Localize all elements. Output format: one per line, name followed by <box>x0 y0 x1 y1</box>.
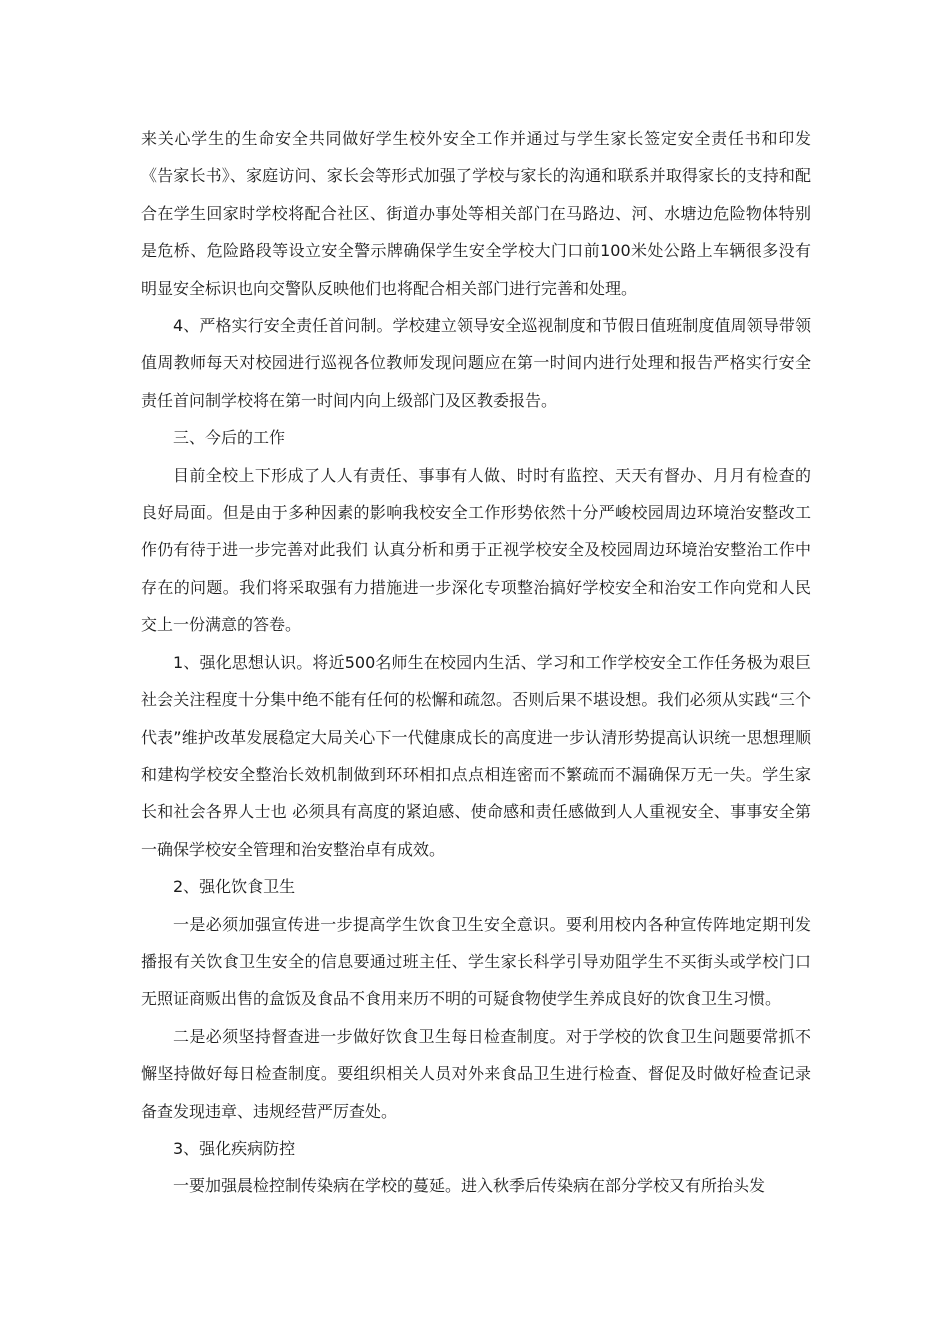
paragraph-item-4: 4、严格实行安全责任首问制。学校建立领导安全巡视制度和节假日值班制度值周领导带领值周教师每天对校园进行巡视各位教师发现问题应在第一时间内进行处理和报告严格实行安全责任首问制学校将在第一时间内向上级部门及区教委报告。 <box>141 316 811 410</box>
paragraph: 二是必须坚持督查进一步做好饮食卫生每日检查制度。对于学校的饮食卫生问题要常抓不懈坚持做好每日检查制度。要组织相关人员对外来食品卫生进行检查、督促及时做好检查记录备查发现违章、违规经营严厉查处。 <box>141 1026 811 1121</box>
paragraph: 一要加强晨检控制传染病在学校的蔓延。进入秋季后传染病在部分学校又有所抬头发 <box>173 1176 766 1196</box>
subheading-item-3: 3、强化疾病防控 <box>173 1138 296 1158</box>
paragraph: 目前全校上下形成了人人有责任、事事有人做、时时有监控、天天有督办、月月有检查的良好局面。但是由于多种因素的影响我校安全工作形势依然十分严峻校园周边环境治安整改工作仍有待于进一步完善对此我们 认真分析和勇于正视学校安全及校园周边环境治安整治工作中存在的问题。我们将采取强有力措施进一步深化专项整治搞好学校安全和治安工作向党和人民交上一份满意的答卷。 <box>141 465 811 635</box>
paragraph: 一是必须加强宣传进一步提高学生饮食卫生安全意识。要利用校内各种宣传阵地定期刊发播报有关饮食卫生安全的信息要通过班主任、学生家长科学引导劝阻学生不买街头或学校门口无照证商贩出售的盒饭及食品不食用来历不明的可疑食物使学生养成良好的饮食卫生习惯。 <box>141 914 811 1009</box>
document-body <box>141 120 811 1205</box>
section-heading: 三、今后的工作 <box>173 428 286 448</box>
subheading-item-2: 2、强化饮食卫生 <box>173 877 296 897</box>
paragraph-continuation: 来关心学生的生命安全共同做好学生校外安全工作并通过与学生家长签定安全责任书和印发《告家长书》、家庭访问、家长会等形式加强了学校与家长的沟通和联系并取得家长的支持和配合在学生回家时学校将配合社区、街道办事处等相关部门在马路边、河、水塘边危险物体特别是危桥、危险路段等设立安全警示牌确保学生安全学校大门口前100米处公路上车辆很多没有明显安全标识也向交警队反映他们也将配合相关部门进行完善和处理。 <box>141 129 811 298</box>
paragraph-item-1: 1、强化思想认识。将近500名师生在校园内生活、学习和工作学校安全工作任务极为艰巨社会关注程度十分集中绝不能有任何的松懈和疏忽。否则后果不堪设想。我们必须从实践“三个代表”维护改革发展稳定大局关心下一代健康成长的高度进一步认清形势提高认识统一思想理顺和建构学校安全整治长效机制做到环环相扣点点相连密而不繁疏而不漏确保万无一失。学生家长和社会各界人士也 必须具有高度的紧迫感、使命感和责任感做到人人重视安全、事事安全第一确保学校安全管理和治安整治卓有成效。 <box>141 652 811 859</box>
